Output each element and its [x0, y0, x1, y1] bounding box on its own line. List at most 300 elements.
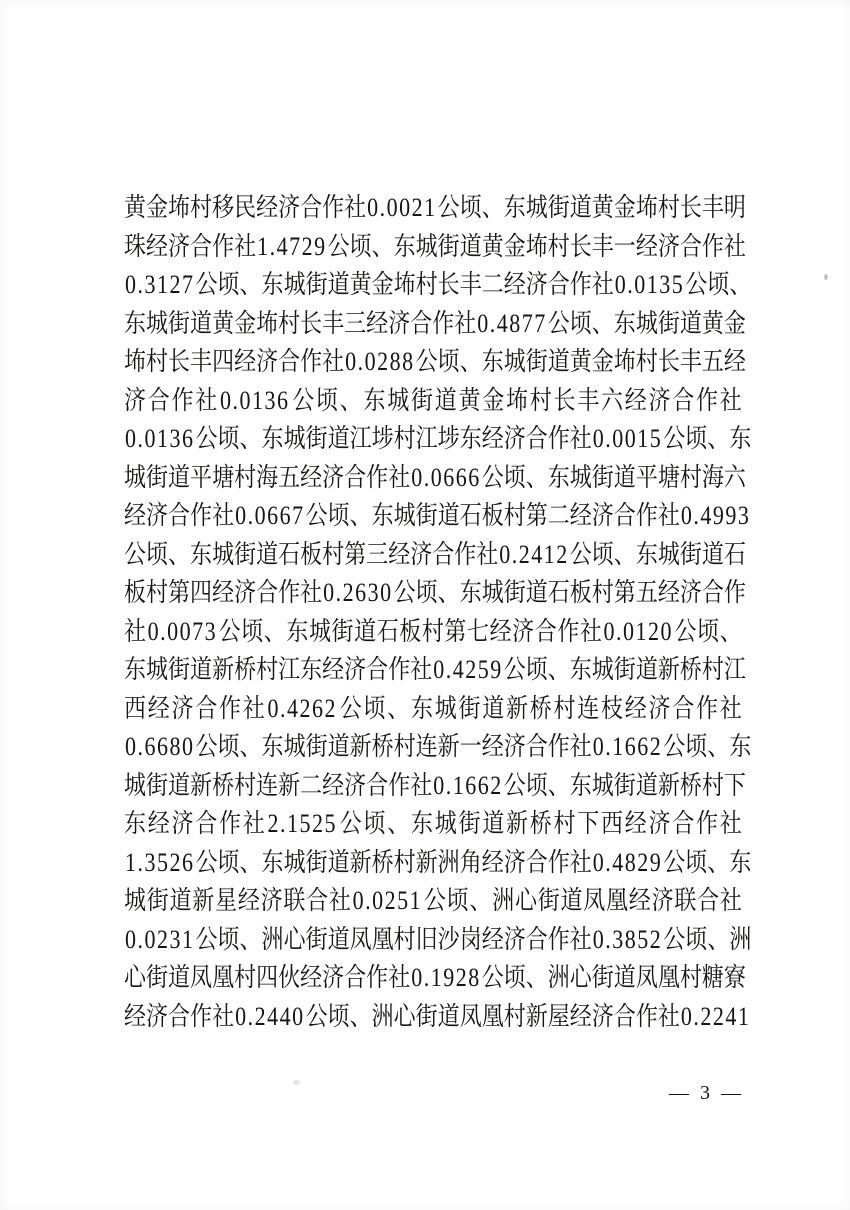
- text-token: 、: [263, 616, 286, 646]
- text-token: 经: [481, 423, 504, 454]
- text-token: 六: [723, 462, 746, 492]
- text-token: 社: [719, 693, 742, 723]
- text-token: 公: [195, 924, 218, 954]
- text-token: 东: [481, 346, 504, 377]
- text-token: 㘵: [256, 308, 279, 338]
- text-token: 社: [410, 654, 433, 685]
- text-token: 丰: [190, 346, 213, 377]
- text-token: 长: [437, 269, 460, 300]
- text-token: 社: [388, 462, 411, 492]
- text-token: 城: [434, 693, 457, 723]
- body-text: [124, 189, 752, 1036]
- text-token: 街: [547, 192, 570, 223]
- area-value: 0.0021: [367, 192, 437, 223]
- text-token: 村: [591, 577, 614, 608]
- text-token: 公: [674, 616, 697, 646]
- text-token: 道: [168, 462, 191, 492]
- text-token: 社: [212, 500, 235, 531]
- text-token: 五: [701, 346, 724, 377]
- text-token: 东: [729, 847, 752, 877]
- text-token: 下: [723, 770, 746, 800]
- text-token: 社: [242, 808, 265, 839]
- text-token: 合: [525, 423, 548, 454]
- text-token: 城: [569, 462, 592, 492]
- text-token: 顷: [697, 616, 720, 646]
- text-token: 二: [481, 269, 504, 300]
- text-token: 顷: [217, 924, 240, 954]
- text-token: 城: [283, 847, 306, 877]
- text-token: 济: [278, 192, 301, 223]
- text-token: 街: [537, 885, 560, 916]
- text-token: 公: [305, 1001, 328, 1031]
- text-token: 东: [410, 693, 433, 723]
- text-token: 顷: [446, 885, 469, 916]
- text-token: 公: [481, 462, 504, 492]
- text-token: 塘: [657, 462, 680, 492]
- text-token: 板: [124, 577, 147, 608]
- text-token: 道: [256, 539, 279, 569]
- text-token: 城: [525, 192, 548, 223]
- text-token: 公: [195, 731, 218, 762]
- text-token: 道: [327, 731, 350, 762]
- text-token: 金: [723, 308, 746, 338]
- text-token: 丰: [701, 192, 724, 223]
- area-value: 0.0288: [345, 346, 415, 377]
- area-value: 0.2440: [235, 1001, 305, 1031]
- text-token: 济: [168, 231, 191, 261]
- text-token: 济: [591, 1001, 614, 1031]
- text-token: 道: [169, 885, 192, 916]
- text-token: 东: [124, 808, 147, 839]
- text-token: 社: [657, 1001, 680, 1031]
- text-token: 城: [124, 462, 147, 492]
- text-token: 道: [327, 924, 350, 954]
- text-token: 街: [305, 423, 328, 454]
- text-token: 合: [366, 654, 389, 685]
- text-token: 东: [569, 770, 592, 800]
- text-token: 济: [322, 962, 345, 993]
- text-token: 江: [278, 654, 301, 685]
- text-token: 经: [481, 731, 504, 762]
- text-token: 社: [344, 192, 367, 223]
- text-token: 公: [503, 770, 526, 800]
- text-token: 凤: [583, 885, 606, 916]
- text-token: 合: [525, 731, 548, 762]
- area-value: 0.0135: [614, 269, 685, 300]
- text-token: 、: [239, 731, 262, 762]
- text-token: 村: [547, 231, 570, 261]
- text-token: 街: [305, 731, 328, 762]
- text-token: 道: [569, 192, 592, 223]
- text-token: 济: [388, 308, 411, 338]
- text-token: 黄: [458, 385, 481, 415]
- text-token: 桥: [371, 731, 394, 762]
- text-token: 街: [503, 577, 526, 608]
- text-token: 合: [366, 770, 389, 800]
- text-token: 公: [327, 231, 350, 261]
- text-token: 街: [410, 385, 433, 415]
- text-token: 东: [547, 462, 570, 492]
- text-token: 合: [547, 269, 570, 300]
- text-token: 作: [695, 693, 718, 723]
- text-token: 合: [672, 808, 695, 839]
- text-token: 东: [261, 269, 284, 300]
- text-token: 济: [234, 577, 257, 608]
- text-token: 公: [124, 539, 147, 569]
- text-token: 移: [212, 192, 235, 223]
- text-token: 㘵: [613, 346, 636, 377]
- text-token: 社: [322, 346, 345, 377]
- text-token: 作: [454, 539, 477, 569]
- text-token: 村: [679, 962, 702, 993]
- text-token: 经: [481, 847, 504, 877]
- area-value: 0.0231: [125, 924, 195, 954]
- text-token: 作: [388, 770, 411, 800]
- text-token: 、: [707, 924, 730, 954]
- text-token: 东: [300, 654, 323, 685]
- text-token: 经: [569, 1001, 592, 1031]
- text-token: 东: [124, 654, 147, 685]
- text-token: 村: [657, 192, 680, 223]
- text-token: 公: [195, 423, 218, 454]
- text-token: 顷: [363, 693, 386, 723]
- text-token: 新: [505, 693, 528, 723]
- text-token: 石: [459, 500, 482, 531]
- text-token: 公: [663, 731, 686, 762]
- text-token: 公: [339, 693, 362, 723]
- text-token: 洲: [547, 962, 570, 993]
- text-token: 社: [234, 231, 257, 261]
- text-token: 社: [454, 308, 477, 338]
- text-token: 经: [124, 1001, 147, 1031]
- area-value: 0.6680: [125, 731, 195, 762]
- text-token: 村: [503, 500, 526, 531]
- area-value: 0.0136: [220, 385, 290, 415]
- text-token: 街: [458, 693, 481, 723]
- text-token: 道: [437, 500, 460, 531]
- text-token: 经: [481, 924, 504, 954]
- text-token: 、: [339, 385, 362, 415]
- text-token: 合: [300, 192, 323, 223]
- text-token: 公: [305, 500, 328, 531]
- text-token: 公: [663, 423, 686, 454]
- text-token: 顷: [327, 1001, 350, 1031]
- text-token: 村: [190, 192, 213, 223]
- text-token: 道: [560, 885, 583, 916]
- text-token: 街: [415, 1001, 438, 1031]
- text-token: 街: [305, 924, 328, 954]
- text-token: 桥: [234, 654, 257, 685]
- text-token: 旧: [415, 924, 438, 954]
- area-value: 0.3127: [125, 269, 195, 300]
- text-token: 三: [366, 539, 389, 569]
- text-token: 新: [657, 654, 680, 685]
- text-token: 江: [723, 654, 746, 685]
- text-token: 合: [344, 962, 367, 993]
- text-token: 街: [146, 962, 169, 993]
- text-token: 济: [146, 1001, 169, 1031]
- text-token: 糖: [701, 962, 724, 993]
- text-token: 经: [624, 385, 647, 415]
- text-token: 作: [171, 385, 194, 415]
- text-token: 道: [613, 462, 636, 492]
- text-token: 合: [168, 1001, 191, 1031]
- text-token: 板: [569, 577, 592, 608]
- text-token: 社: [579, 616, 602, 646]
- text-token: 东: [286, 616, 309, 646]
- text-token: 东: [190, 539, 213, 569]
- text-token: 经: [489, 616, 512, 646]
- text-token: 经: [624, 693, 647, 723]
- text-token: 下: [577, 808, 600, 839]
- text-token: 城: [146, 308, 169, 338]
- text-token: 东: [124, 308, 147, 338]
- text-token: 顷: [503, 962, 526, 993]
- text-token: 桥: [529, 808, 552, 839]
- text-token: 顷: [459, 192, 482, 223]
- text-token: 新: [278, 770, 301, 800]
- text-token: 㘵: [635, 192, 658, 223]
- text-token: 黄: [591, 192, 614, 223]
- text-token: 凤: [459, 1001, 482, 1031]
- text-token: 、: [547, 654, 570, 685]
- text-token: 顷: [327, 500, 350, 531]
- text-token: 凤: [635, 962, 658, 993]
- text-token: 道: [635, 654, 658, 685]
- text-token: 街: [168, 654, 191, 685]
- text-token: 济: [679, 577, 702, 608]
- text-token: 、: [613, 539, 636, 569]
- text-token: 济: [503, 924, 526, 954]
- text-token: 新: [657, 770, 680, 800]
- text-token: 四: [212, 346, 235, 377]
- text-token: 连: [256, 770, 279, 800]
- text-token: 社: [591, 269, 614, 300]
- text-token: 济: [171, 693, 194, 723]
- text-token: 街: [331, 616, 354, 646]
- text-token: 作: [219, 693, 242, 723]
- text-token: 黄: [481, 231, 504, 261]
- area-value: 0.2241: [680, 1001, 751, 1031]
- text-token: 东: [363, 385, 386, 415]
- area-value: 0.4877: [477, 308, 547, 338]
- text-token: 社: [195, 385, 218, 415]
- text-token: 经: [366, 308, 389, 338]
- text-token: 公: [415, 346, 438, 377]
- text-token: 合: [672, 693, 695, 723]
- text-token: 西: [600, 808, 623, 839]
- text-token: 桥: [371, 847, 394, 877]
- text-token: 东: [410, 808, 433, 839]
- text-token: 七: [467, 616, 490, 646]
- text-token: 石: [278, 539, 301, 569]
- text-token: 东: [261, 731, 284, 762]
- text-token: 城: [415, 231, 438, 261]
- area-value: 0.2630: [323, 577, 393, 608]
- text-token: 村: [679, 462, 702, 492]
- text-token: 洲: [437, 847, 460, 877]
- text-token: 江: [349, 423, 372, 454]
- text-token: 、: [239, 924, 262, 954]
- text-token: 公: [339, 808, 362, 839]
- text-token: 黄: [124, 192, 147, 223]
- text-token: 经: [146, 231, 169, 261]
- text-token: 济: [344, 770, 367, 800]
- text-token: 社: [719, 385, 742, 415]
- text-token: 金: [371, 269, 394, 300]
- text-token: 第: [613, 577, 636, 608]
- text-token: 合: [278, 346, 301, 377]
- text-token: 、: [729, 269, 752, 300]
- text-token: 济: [651, 885, 674, 916]
- area-value: 0.0251: [352, 885, 423, 916]
- text-token: 作: [547, 924, 570, 954]
- text-token: 东: [503, 192, 526, 223]
- area-value: 0.0073: [147, 616, 218, 646]
- text-token: 济: [503, 731, 526, 762]
- text-token: 顷: [685, 731, 708, 762]
- text-token: 顷: [685, 924, 708, 954]
- text-token: 道: [547, 346, 570, 377]
- text-token: 城: [591, 654, 614, 685]
- text-token: 合: [525, 847, 548, 877]
- text-token: 社: [300, 577, 323, 608]
- text-token: 、: [387, 693, 410, 723]
- text-token: 沙: [437, 924, 460, 954]
- text-token: 村: [635, 346, 658, 377]
- text-token: 一: [459, 731, 482, 762]
- text-token: 平: [635, 462, 658, 492]
- text-token: 济: [260, 885, 283, 916]
- text-token: 经: [635, 231, 658, 261]
- text-token: 、: [707, 847, 730, 877]
- text-token: 伙: [278, 962, 301, 993]
- text-token: 长: [168, 346, 191, 377]
- text-token: 联: [283, 885, 306, 916]
- text-token: 新: [437, 731, 460, 762]
- text-token: 长: [553, 385, 576, 415]
- text-token: 角: [459, 847, 482, 877]
- text-token: 洲: [729, 924, 752, 954]
- text-token: 新: [212, 654, 235, 685]
- text-token: 街: [305, 269, 328, 300]
- text-token: 村: [234, 962, 257, 993]
- text-token: 城: [503, 346, 526, 377]
- text-token: 合: [147, 385, 170, 415]
- text-token: 道: [482, 693, 505, 723]
- text-token: 凰: [481, 1001, 504, 1031]
- text-token: 㘵: [393, 269, 416, 300]
- text-token: 经: [212, 577, 235, 608]
- text-token: 村: [701, 770, 724, 800]
- text-token: 石: [376, 616, 399, 646]
- text-token: 经: [322, 654, 345, 685]
- text-token: 合: [168, 500, 191, 531]
- text-token: 道: [701, 539, 724, 569]
- text-token: 丰: [459, 269, 482, 300]
- text-token: 㘵: [124, 346, 147, 377]
- text-token: 公: [481, 962, 504, 993]
- text-token: 街: [591, 462, 614, 492]
- text-token: 东: [261, 847, 284, 877]
- text-token: 道: [459, 231, 482, 261]
- text-token: 经: [300, 962, 323, 993]
- text-token: 五: [278, 462, 301, 492]
- text-token: 金: [613, 192, 636, 223]
- text-token: 心: [569, 962, 592, 993]
- text-token: 经: [388, 539, 411, 569]
- text-token: 公: [503, 654, 526, 685]
- text-token: 凰: [606, 885, 629, 916]
- text-token: 、: [719, 616, 742, 646]
- text-token: 经: [300, 462, 323, 492]
- text-token: 作: [190, 1001, 213, 1031]
- text-token: 二: [547, 500, 570, 531]
- scan-speck-right-margin: [824, 274, 828, 280]
- area-value: 0.1662: [433, 770, 503, 800]
- text-token: 三: [344, 308, 367, 338]
- text-token: 、: [239, 423, 262, 454]
- text-token: 合: [613, 500, 636, 531]
- text-token: 东: [569, 654, 592, 685]
- text-token: 城: [657, 539, 680, 569]
- text-token: 作: [432, 308, 455, 338]
- area-value: 0.3852: [592, 924, 663, 954]
- text-token: 道: [190, 308, 213, 338]
- text-token: 公: [218, 616, 241, 646]
- text-token: 合: [190, 231, 213, 261]
- area-value: 0.4993: [680, 500, 751, 531]
- area-value: 0.0120: [603, 616, 673, 646]
- text-token: 公: [437, 192, 460, 223]
- text-token: 顷: [591, 539, 614, 569]
- text-token: 合: [410, 308, 433, 338]
- text-token: 、: [525, 462, 548, 492]
- text-token: 、: [547, 770, 570, 800]
- text-token: 四: [256, 962, 279, 993]
- text-token: 作: [635, 1001, 658, 1031]
- text-token: 顷: [217, 847, 240, 877]
- page-number: — 3 —: [669, 1082, 744, 1104]
- text-token: 新: [192, 885, 215, 916]
- text-token: 新: [505, 808, 528, 839]
- text-token: 作: [723, 577, 746, 608]
- text-token: 作: [278, 577, 301, 608]
- text-token: 经: [723, 346, 746, 377]
- text-token: 作: [388, 654, 411, 685]
- text-token: 济: [344, 654, 367, 685]
- text-token: 心: [283, 924, 306, 954]
- text-token: 经: [503, 269, 526, 300]
- text-token: 城: [212, 539, 235, 569]
- text-token: 公: [685, 269, 708, 300]
- text-token: 江: [415, 423, 438, 454]
- text-token: 黄: [569, 346, 592, 377]
- text-token: 村: [393, 847, 416, 877]
- text-token: 济: [648, 693, 671, 723]
- text-token: 城: [146, 654, 169, 685]
- text-token: 村: [393, 924, 416, 954]
- text-token: 顷: [217, 731, 240, 762]
- text-token: 联: [674, 885, 697, 916]
- text-token: 作: [366, 462, 389, 492]
- text-token: 合: [344, 462, 367, 492]
- text-token: 济: [503, 423, 526, 454]
- text-token: 社: [388, 962, 411, 993]
- text-token: 新: [415, 847, 438, 877]
- text-token: 街: [168, 308, 191, 338]
- area-value: 0.1662: [592, 731, 663, 762]
